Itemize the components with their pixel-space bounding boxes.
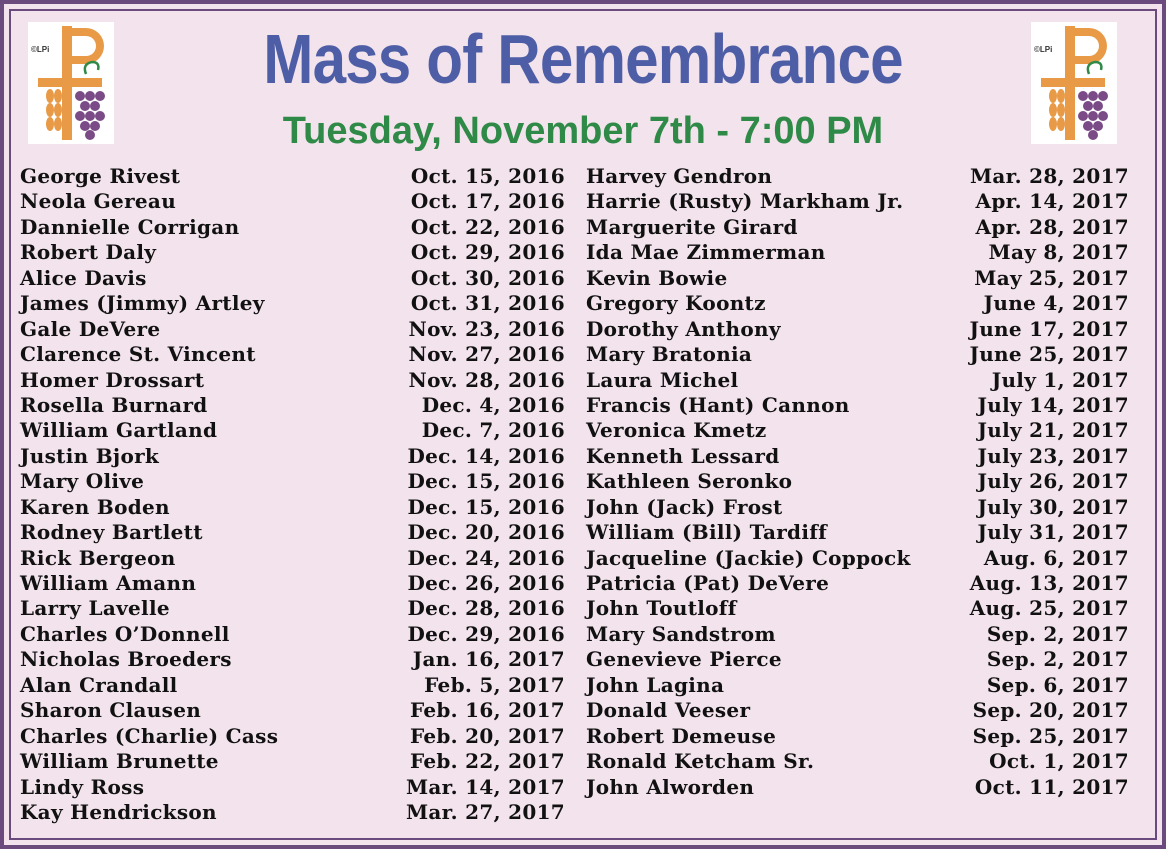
svg-text:©LPi: ©LPi — [31, 45, 50, 54]
deceased-name: William Brunette — [20, 749, 219, 774]
date-of-death: Feb. 5, 2017 — [424, 672, 565, 697]
names-column-left — [20, 164, 565, 825]
memorial-entry — [586, 189, 1129, 214]
date-of-death: Dec. 15, 2016 — [407, 494, 565, 519]
deceased-name: Neola Gereau — [20, 189, 177, 214]
memorial-entry — [20, 317, 565, 342]
date-of-death: June 17, 2017 — [969, 316, 1129, 341]
deceased-name: Kathleen Seronko — [586, 469, 793, 494]
memorial-entry — [586, 317, 1129, 342]
date-of-death: Feb. 16, 2017 — [409, 698, 565, 723]
memorial-entry — [586, 647, 1129, 672]
date-of-death: July 23, 2017 — [977, 443, 1129, 468]
deceased-name: Kenneth Lessard — [586, 443, 780, 468]
memorial-entry — [586, 724, 1129, 749]
date-of-death: Nov. 28, 2016 — [408, 367, 565, 392]
deceased-name: Veronica Kmetz — [586, 418, 767, 443]
date-of-death: July 26, 2017 — [977, 469, 1129, 494]
deceased-name: Charles (Charlie) Cass — [20, 723, 279, 748]
date-of-death: July 14, 2017 — [977, 392, 1129, 417]
memorial-entry — [20, 342, 565, 367]
date-of-death: May 8, 2017 — [988, 240, 1129, 265]
date-of-death: Dec. 15, 2016 — [407, 469, 565, 494]
deceased-name: Gregory Koontz — [586, 291, 766, 316]
date-of-death: Oct. 1, 2017 — [989, 749, 1129, 774]
date-of-death: July 21, 2017 — [977, 418, 1129, 443]
date-of-death: Mar. 14, 2017 — [405, 774, 565, 799]
deceased-name: Jacqueline (Jackie) Coppock — [586, 545, 911, 570]
date-of-death: Oct. 30, 2016 — [410, 265, 565, 290]
deceased-name: Patricia (Pat) DeVere — [586, 571, 830, 595]
date-of-death: Sep. 2, 2017 — [986, 647, 1129, 672]
deceased-name: William (Bill) Tardiff — [586, 520, 828, 545]
memorial-entry — [20, 520, 565, 545]
deceased-name: Gale DeVere — [20, 316, 161, 341]
date-of-death: Nov. 23, 2016 — [408, 316, 565, 341]
date-of-death: Oct. 22, 2016 — [410, 214, 565, 239]
memorial-entry — [586, 469, 1129, 494]
memorial-entry — [20, 622, 565, 647]
deceased-name: George Rivest — [20, 164, 181, 188]
date-of-death: Dec. 26, 2016 — [407, 571, 565, 595]
date-of-death: Oct. 17, 2016 — [410, 189, 565, 214]
memorial-entry — [586, 444, 1129, 469]
deceased-name: William Amann — [20, 571, 197, 595]
date-of-death: Oct. 15, 2016 — [410, 164, 565, 188]
memorial-entry — [20, 673, 565, 698]
date-of-death: May 25, 2017 — [974, 265, 1129, 290]
date-of-death: Feb. 20, 2017 — [409, 723, 565, 748]
memorial-entry — [586, 775, 1129, 800]
memorial-entry — [586, 418, 1129, 443]
memorial-entry — [586, 749, 1129, 774]
deceased-name: Ronald Ketcham Sr. — [586, 749, 815, 774]
deceased-name: Justin Bjork — [20, 443, 160, 468]
deceased-name: John Toutloff — [586, 596, 737, 621]
page-title: Mass of Remembrance — [263, 20, 903, 98]
memorial-entry — [586, 240, 1129, 265]
date-of-death: Dec. 24, 2016 — [407, 545, 565, 570]
date-of-death: Aug. 13, 2017 — [969, 571, 1129, 595]
memorial-entry — [20, 800, 565, 825]
deceased-name: Rosella Burnard — [20, 392, 208, 417]
date-of-death: Dec. 20, 2016 — [407, 520, 565, 545]
memorial-entry — [586, 215, 1129, 240]
deceased-name: Harvey Gendron — [586, 164, 773, 188]
memorial-entry — [20, 469, 565, 494]
deceased-name: Rick Bergeon — [20, 545, 176, 570]
memorial-entry — [20, 240, 565, 265]
deceased-name: Alan Crandall — [20, 672, 178, 697]
deceased-name: Alice Davis — [20, 265, 147, 290]
date-of-death: Oct. 11, 2017 — [974, 774, 1129, 799]
memorial-entry — [20, 749, 565, 774]
memorial-entry — [20, 698, 565, 723]
deceased-name: Dorothy Anthony — [586, 316, 781, 341]
deceased-name: Homer Drossart — [20, 367, 205, 392]
memorial-entry — [20, 418, 565, 443]
deceased-name: Rodney Bartlett — [20, 520, 203, 545]
date-of-death: Feb. 22, 2017 — [409, 749, 565, 774]
date-of-death: June 25, 2017 — [969, 342, 1129, 367]
deceased-name: Sharon Clausen — [20, 698, 202, 723]
deceased-name: Mary Olive — [20, 469, 145, 494]
deceased-name: Marguerite Girard — [586, 214, 798, 239]
memorial-entry — [20, 647, 565, 672]
deceased-name: Kevin Bowie — [586, 265, 728, 290]
date-of-death: Mar. 27, 2017 — [405, 799, 565, 824]
deceased-name: James (Jimmy) Artley — [20, 291, 265, 316]
date-of-death: Dec. 14, 2016 — [407, 443, 565, 468]
deceased-name: Larry Lavelle — [20, 596, 170, 621]
memorial-entry — [586, 266, 1129, 291]
deceased-name: Nicholas Broeders — [20, 647, 232, 672]
deceased-name: Charles O’Donnell — [20, 621, 230, 646]
date-of-death: June 4, 2017 — [983, 291, 1129, 316]
date-of-death: Apr. 14, 2017 — [975, 189, 1129, 214]
deceased-name: Robert Daly — [20, 240, 157, 265]
date-of-death: Mar. 28, 2017 — [969, 164, 1129, 188]
deceased-name: Dannielle Corrigan — [20, 214, 240, 239]
date-of-death: Sep. 2, 2017 — [986, 621, 1129, 646]
memorial-entry — [586, 368, 1129, 393]
memorial-entry — [20, 444, 565, 469]
date-of-death: Sep. 20, 2017 — [972, 698, 1129, 723]
deceased-name: Robert Demeuse — [586, 723, 777, 748]
event-subtitle: Tuesday, November 7th - 7:00 PM — [282, 110, 884, 152]
date-of-death: July 31, 2017 — [977, 520, 1129, 545]
deceased-name: Genevieve Pierce — [586, 647, 782, 672]
names-column-right — [586, 164, 1129, 800]
date-of-death: July 30, 2017 — [977, 494, 1129, 519]
svg-text:©LPi: ©LPi — [1034, 45, 1053, 54]
deceased-name: Mary Sandstrom — [586, 621, 776, 646]
date-of-death: Dec. 4, 2016 — [421, 392, 565, 417]
memorial-entry — [586, 495, 1129, 520]
date-of-death: Sep. 6, 2017 — [986, 672, 1129, 697]
date-of-death: Oct. 31, 2016 — [410, 291, 565, 316]
memorial-entry — [586, 393, 1129, 418]
date-of-death: Dec. 29, 2016 — [407, 621, 565, 646]
memorial-entry — [20, 571, 565, 596]
memorial-entry — [586, 520, 1129, 545]
memorial-entry — [20, 775, 565, 800]
memorial-entry — [20, 164, 565, 189]
deceased-name: William Gartland — [20, 418, 218, 443]
memorial-entry — [20, 724, 565, 749]
date-of-death: Nov. 27, 2016 — [408, 342, 565, 367]
date-of-death: Jan. 16, 2017 — [412, 647, 565, 672]
date-of-death: Dec. 28, 2016 — [407, 596, 565, 621]
memorial-entry — [20, 266, 565, 291]
deceased-name: Laura Michel — [586, 367, 739, 392]
memorial-entry — [586, 596, 1129, 621]
memorial-entry — [20, 291, 565, 316]
memorial-entry — [586, 673, 1129, 698]
deceased-name: Francis (Hant) Cannon — [586, 392, 850, 417]
date-of-death: Dec. 7, 2016 — [421, 418, 565, 443]
deceased-name: Harrie (Rusty) Markham Jr. — [586, 189, 904, 214]
deceased-name: Ida Mae Zimmerman — [586, 240, 826, 265]
memorial-entry — [586, 546, 1129, 571]
deceased-name: Donald Veeser — [586, 698, 751, 723]
deceased-name: Karen Boden — [20, 494, 170, 519]
memorial-entry — [20, 596, 565, 621]
memorial-entry — [20, 546, 565, 571]
memorial-entry — [20, 189, 565, 214]
deceased-name: John (Jack) Frost — [586, 494, 783, 519]
memorial-entry — [586, 164, 1129, 189]
memorial-entry — [586, 622, 1129, 647]
date-of-death: Aug. 25, 2017 — [969, 596, 1129, 621]
date-of-death: July 1, 2017 — [991, 367, 1129, 392]
memorial-entry — [586, 698, 1129, 723]
date-of-death: Sep. 25, 2017 — [972, 723, 1129, 748]
deceased-name: John Alworden — [586, 774, 755, 799]
date-of-death: Oct. 29, 2016 — [410, 240, 565, 265]
memorial-entry — [20, 368, 565, 393]
deceased-name: Clarence St. Vincent — [20, 342, 256, 367]
memorial-entry — [20, 215, 565, 240]
memorial-entry — [586, 342, 1129, 367]
deceased-name: Lindy Ross — [20, 774, 145, 799]
date-of-death: Apr. 28, 2017 — [975, 214, 1129, 239]
memorial-entry — [20, 495, 565, 520]
deceased-name: Kay Hendrickson — [20, 799, 217, 824]
deceased-name: John Lagina — [586, 672, 725, 697]
date-of-death: Aug. 6, 2017 — [983, 545, 1129, 570]
deceased-name: Mary Bratonia — [586, 342, 753, 367]
memorial-entry — [586, 291, 1129, 316]
memorial-entry — [20, 393, 565, 418]
memorial-entry — [586, 571, 1129, 596]
